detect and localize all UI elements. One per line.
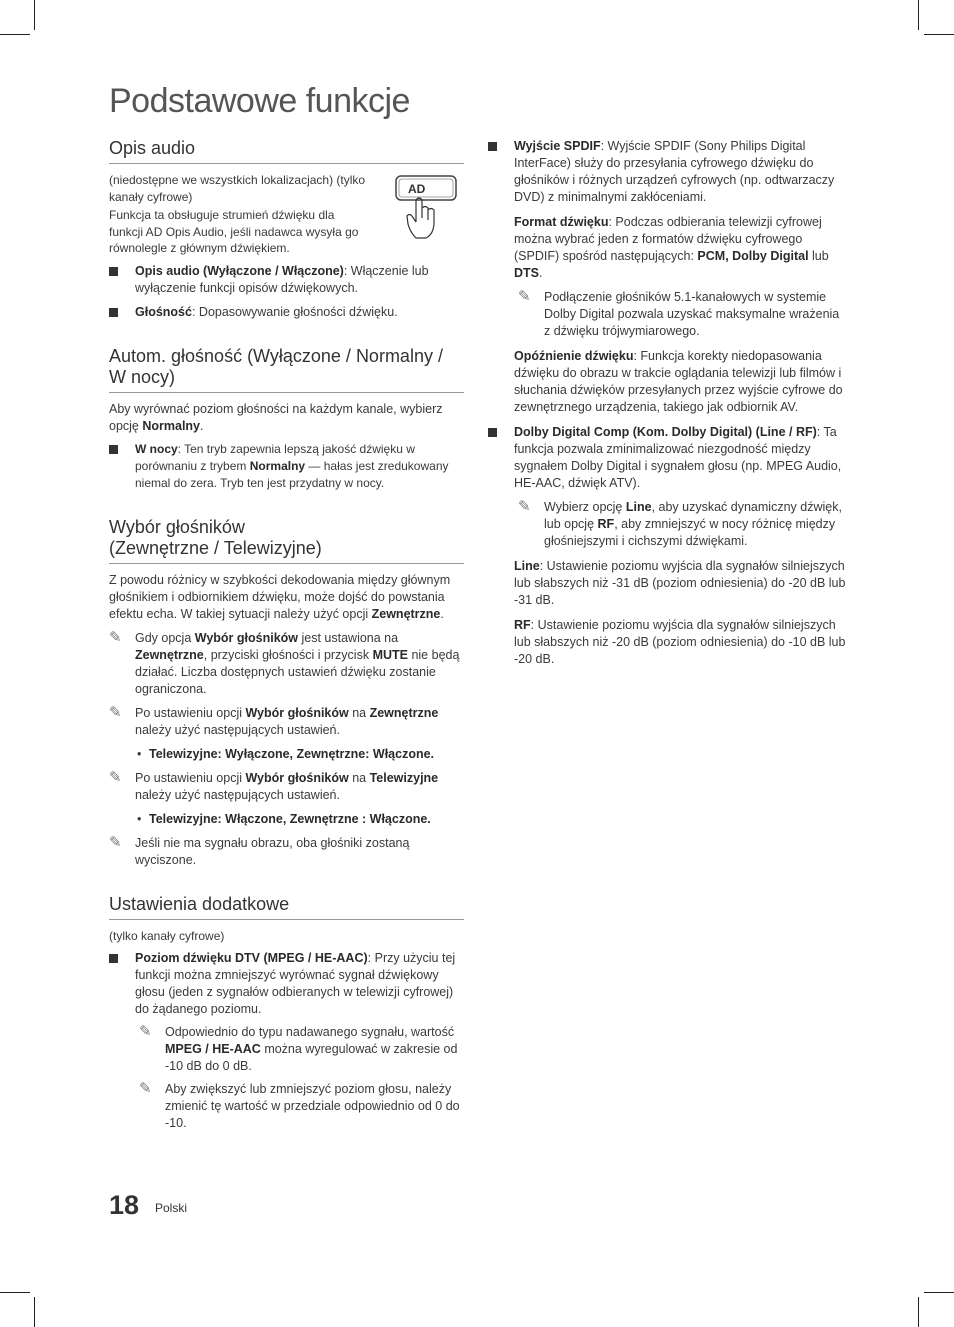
item-text: : Przy użyciu tej funkcji można zmniejszyć wyrównać sygnał dźwiękowy głosu (jeden z sygnałów odbieranych w telewizji cyfrowej) do żądanego poziomu. [135, 951, 456, 1016]
right-column [488, 138, 848, 668]
bullet-square-icon [109, 267, 118, 276]
text: Po ustawieniu opcji [135, 705, 246, 720]
bullet-item [109, 811, 464, 828]
heading-line: (Zewnętrzne / Telewizyjne) [109, 537, 322, 558]
text: : Funkcja korekty niedopasowania dźwięku do obrazu w trakcie oglądania telewizji lub filmów i słuchania dźwięków przesyłanych przez wyjście cyfrowe do zewnętrznego urządzenia, takiego jak odbiornik AV. [514, 349, 843, 414]
note-item [488, 499, 848, 550]
availability-note: (niedostępne we wszystkich lokalizacjach) (tylko kanały cyfrowe) [109, 173, 366, 204]
bold-text: Line [625, 500, 652, 514]
section-paragraph [109, 401, 464, 435]
section-heading: Ustawienia dodatkowe [109, 894, 464, 920]
text: Odpowiednio do typu nadawanego sygnału, wartość [165, 1025, 455, 1039]
availability-note: (tylko kanały cyfrowe) [109, 928, 225, 943]
item-text: : Ta funkcja pozwala zminimalizować niezgodność między sygnałem Dolby Digital i sygnałem głosu (np. MPEG Audio, HE-AAC, dźwięk ATV). [514, 425, 842, 490]
bold-text: Telewizyjne: Włączone, Zewnętrzne : Włączone. [149, 811, 431, 826]
text: Podłączenie głośników 5.1-kanałowych w systemie Dolby Digital pozwala uzyskać maksymalne wrażenia z dźwięku trójwymiarowego. [544, 290, 840, 338]
rf-paragraph [488, 617, 848, 668]
section-heading: Opis audio [109, 138, 464, 164]
bold-text: PCM, Dolby Digital [697, 249, 809, 263]
crop-mark [924, 1292, 954, 1293]
list-item-w-nocy [109, 441, 464, 492]
item-text: : Wyjście SPDIF (Sony Philips Digital InterFace) służy do przesyłania cyfrowego dźwięku do głośników i różnych urządzeń cyfrowych (np. odtwarzaczy DVD) z minimalnymi zakłóceniami. [514, 139, 835, 204]
note-item [109, 770, 464, 804]
bold-text: Wybór głośników [245, 770, 349, 785]
bold-text: Telewizyjne [369, 770, 439, 785]
item-text: : Dopasowywanie głośności dźwięku. [191, 304, 398, 319]
item-label: Opis audio (Wyłączone / Włączone) [135, 263, 344, 278]
section-description: Funkcja ta obsługuje strumień dźwięku dla funkcji AD Opis Audio, jeśli nadawca wysyła go równolegle z głównym dźwiękiem. [109, 208, 359, 255]
item-label: Wyjście SPDIF [514, 139, 601, 153]
page-number: 18 [109, 1190, 140, 1220]
crop-mark [918, 0, 919, 30]
bold-text: Zewnętrzne [369, 705, 439, 720]
text: . [440, 606, 444, 621]
section-heading [109, 517, 464, 564]
bold-text: DTS [514, 266, 539, 280]
section-ustawienia-dodatkowe [109, 894, 464, 1133]
text: : Ustawienie poziomu wyjścia dla sygnałów silniejszych lub słabszych niż -31 dB (poziom odniesienia) do -20 dB lub -31 dB. [514, 559, 846, 607]
crop-mark [34, 0, 35, 30]
text: , aby uzyskać dynamiczny dźwięk, lub opcję [544, 500, 842, 531]
item-label: Poziom dźwięku DTV (MPEG / HE-AAC) [135, 951, 368, 965]
text: . [539, 266, 543, 280]
list-item-poziom-dzwieku [109, 950, 464, 1018]
bold-text: Wybór głośników [245, 705, 349, 720]
item-label: Dolby Digital Comp (Kom. Dolby Digital) (Line / RF) [514, 425, 817, 439]
text: Z powodu różnicy w szybkości dekodowania między głównym głośnikiem i odbiornikiem dźwięku, może dojść do powstania efektu echa. W takiej sytuacji należy użyć opcji [109, 572, 451, 621]
crop-mark [918, 1297, 919, 1327]
text: Gdy opcja [135, 630, 195, 645]
crop-mark [34, 1297, 35, 1327]
note-item [109, 705, 464, 739]
text: Jeśli nie ma sygnału obrazu, oba głośniki zostaną wyciszone. [135, 835, 410, 867]
bold-text: RF [514, 618, 531, 632]
bold-text: Opóźnienie dźwięku [514, 349, 634, 363]
bold-text: Zewnętrzne [135, 647, 204, 662]
bullet-item [109, 746, 464, 763]
list-item-opis-audio [109, 263, 464, 297]
item-text: — hałas jest zredukowany niemal do zera. Tryb ten jest przydatny w nocy. [135, 458, 449, 490]
heading-line: Wybór głośników [109, 516, 245, 537]
note-pencil-icon: ✎ [109, 628, 122, 646]
list-item-glosnosc [109, 304, 464, 321]
text: nie będą działać. Liczba dostępnych ustawień dźwięku zostanie ograniczona. [135, 647, 460, 696]
note-pencil-icon: ✎ [518, 288, 531, 305]
note-item [488, 289, 848, 340]
text: Wybierz opcję [544, 500, 626, 514]
bold-text: RF [597, 517, 615, 531]
item-text: : Włączenie lub wyłączenie funkcji opisów dźwiękowych. [135, 263, 429, 295]
bullet-dot-icon: • [137, 811, 142, 826]
text: na [348, 705, 370, 720]
delay-paragraph [488, 348, 848, 416]
text: : Podczas odbierania telewizji cyfrowej można wybrać jeden z formatów dźwięku cyfrowego (SPDIF) spośród następujących: [514, 215, 822, 263]
bullet-square-icon [488, 142, 497, 151]
section-paragraph [109, 572, 464, 623]
text: można wyregulować w zakresie od -10 dB do 0 dB. [165, 1042, 458, 1073]
bold-text: Zewnętrzne [371, 606, 441, 621]
list-item-wyjscie-spdif [488, 138, 848, 206]
list-item-dolby-digital-comp [488, 424, 848, 492]
bold-text: MUTE [372, 647, 408, 662]
bold-text: Wybór głośników [194, 630, 299, 645]
section-autom-glosnosc [109, 346, 464, 492]
format-paragraph [488, 214, 848, 282]
note-item [109, 1081, 464, 1132]
note-item [109, 630, 464, 698]
item-label: W nocy [135, 441, 178, 456]
text: Aby wyrównać poziom głośności na każdym kanale, wybierz opcję [109, 401, 443, 433]
note-pencil-icon: ✎ [109, 833, 122, 851]
note-pencil-icon: ✎ [139, 1023, 152, 1040]
crop-mark [0, 34, 30, 35]
text: : Ustawienie poziomu wyjścia dla sygnałów silniejszych lub słabszych niż -20 dB (poziom odniesienia) do -10 dB lub -20 dB. [514, 618, 846, 666]
bold-text: Format dźwięku [514, 215, 609, 229]
page-title: Podstawowe funkcje [109, 82, 410, 120]
item-text: : Ten tryb zapewnia lepszą jakość dźwięku w porównaniu z trybem [135, 441, 415, 473]
bold-text: Normalny [249, 458, 306, 473]
note-pencil-icon: ✎ [139, 1080, 152, 1097]
bold-text: Telewizyjne: Wyłączone, Zewnętrzne: Włączone. [149, 746, 435, 761]
bullet-square-icon [109, 308, 118, 317]
text: Aby zwiększyć lub zmniejszyć poziom głosu, należy zmienić tę wartość w przedziale odpowiednio od 0 do -10. [165, 1082, 460, 1130]
note-pencil-icon: ✎ [109, 703, 122, 721]
bold-text: MPEG / HE-AAC [165, 1042, 261, 1056]
section-opis-audio [109, 138, 464, 321]
bullet-square-icon [488, 428, 497, 437]
bold-text: Normalny [142, 418, 201, 433]
line-paragraph [488, 558, 848, 609]
bullet-square-icon [109, 445, 118, 454]
bullet-dot-icon: • [137, 746, 142, 761]
text: należy użyć następujących ustawień. [135, 787, 340, 802]
text: jest ustawiona na [298, 630, 399, 645]
page-language: Polski [155, 1201, 188, 1215]
text: , przyciski głośności i przycisk [203, 647, 373, 662]
text: lub [808, 249, 829, 263]
crop-mark [0, 1292, 30, 1293]
bold-text: Line [514, 559, 540, 573]
note-item [109, 1024, 464, 1075]
section-wybor-glosnikow [109, 517, 464, 869]
ad-label: AD [408, 182, 426, 196]
note-pencil-icon: ✎ [109, 768, 122, 786]
bullet-square-icon [109, 954, 118, 963]
ad-button-hand-icon [394, 172, 464, 242]
item-label: Głośność [135, 304, 192, 319]
text: należy użyć następujących ustawień. [135, 722, 340, 737]
text: , aby zmniejszyć w nocy różnicę między głośniejszymi i cichszymi dźwiękami. [544, 517, 836, 548]
note-pencil-icon: ✎ [518, 498, 531, 515]
crop-mark [924, 34, 954, 35]
text: Po ustawieniu opcji [135, 770, 246, 785]
text: na [348, 770, 370, 785]
section-heading: Autom. głośność (Wyłączone / Normalny / W nocy) [109, 346, 464, 393]
left-column [109, 138, 464, 1132]
text: . [200, 418, 204, 433]
note-item [109, 835, 464, 869]
